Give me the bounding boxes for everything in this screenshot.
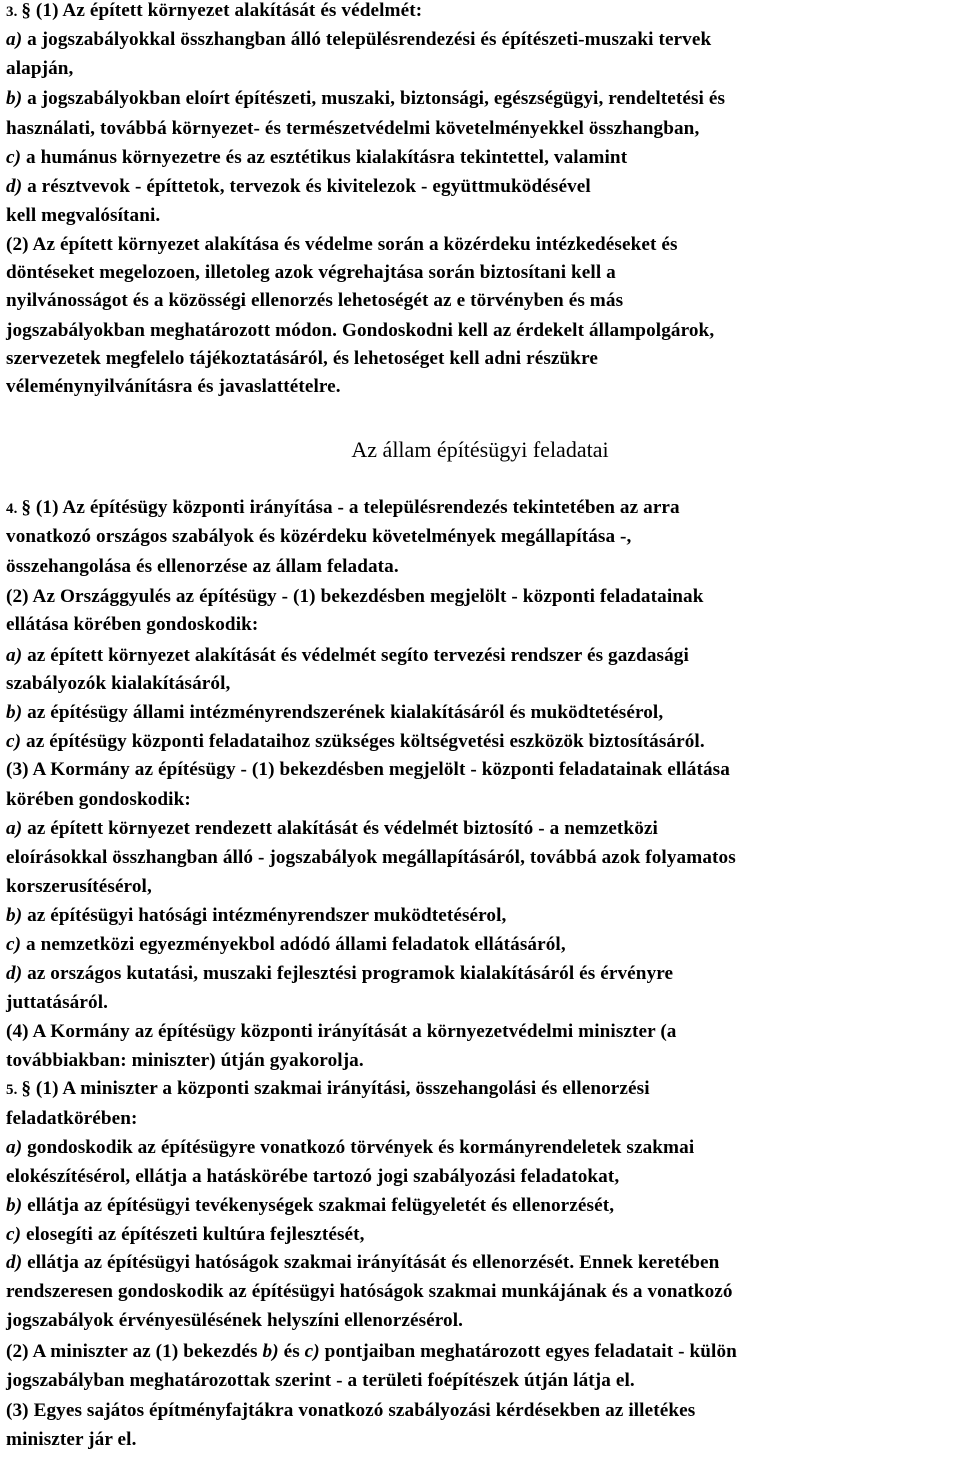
line-text: összehangolása és ellenorzése az állam feladata. <box>6 556 399 577</box>
text-line <box>6 818 658 840</box>
line-text: elosegíti az építészeti kultúra fejlesztését, <box>21 1224 365 1245</box>
line-text: § (1) A miniszter a központi szakmai irányítási, összehangolási és ellenorzési <box>21 1078 650 1099</box>
text-line <box>6 673 230 695</box>
text-line <box>6 88 725 110</box>
text-line <box>6 1078 650 1101</box>
text-line <box>6 234 678 256</box>
text-line <box>6 1252 719 1274</box>
line-text: pontjaiban meghatározott egyes feladatait - külön <box>319 1341 737 1362</box>
line-text: § (1) Az épített környezet alakítását és védelmét: <box>21 0 423 21</box>
text-line <box>6 556 399 578</box>
line-text: miniszter jár el. <box>6 1429 137 1450</box>
line-text: jogszabályok érvényesülésének helyszíni ellenorzésérol. <box>6 1310 464 1331</box>
text-line <box>6 147 627 169</box>
text-line <box>6 759 730 781</box>
text-line <box>6 348 598 370</box>
paragraph-number: 4. <box>6 501 22 517</box>
line-text: használati, továbbá környezet- és természetvédelmi követelményekkel összhangban, <box>6 118 700 139</box>
line-text: a jogszabályokkal összhangban álló településrendezési és építészeti-muszaki tervek <box>22 29 712 50</box>
point-marker: c) <box>304 1341 320 1362</box>
text-line <box>6 1429 136 1451</box>
line-text: elokészítésérol, ellátja a hatáskörébe tartozó jogi szabályozási feladatokat, <box>6 1166 620 1187</box>
text-line <box>6 1400 695 1422</box>
text-line <box>6 963 673 985</box>
point-marker: a) <box>6 29 23 50</box>
point-marker: b) <box>6 88 23 109</box>
point-marker: a) <box>6 1137 23 1158</box>
text-line <box>6 290 623 312</box>
line-text: (4) A Kormány az építésügy központi irányítását a környezetvédelmi miniszter (a <box>6 1021 677 1042</box>
text-line <box>6 526 631 548</box>
line-text: (3) A Kormány az építésügy - (1) bekezdésben megjelölt - központi feladatainak ellátása <box>6 759 730 780</box>
line-text: a nemzetközi egyezményekbol adódó állami feladatok ellátásáról, <box>21 934 566 955</box>
point-marker: b) <box>6 702 23 723</box>
text-line <box>6 847 736 869</box>
text-line <box>6 702 663 724</box>
line-text: vonatkozó országos szabályok és közérdeku követelmények megállapítása -, <box>6 526 632 547</box>
text-line <box>6 262 616 284</box>
section-heading: Az állam építésügyi feladatai <box>351 437 609 462</box>
line-text: az építésügy központi feladataihoz szükséges költségvetési eszközök biztosításáról. <box>21 731 705 752</box>
text-line <box>6 731 705 753</box>
text-line <box>6 614 258 636</box>
text-line <box>6 1370 635 1392</box>
line-text: ellátja az építésügyi hatóságok szakmai irányítását és ellenorzését. Ennek keretében <box>22 1252 720 1273</box>
text-line <box>6 1137 694 1159</box>
text-line <box>6 1224 365 1246</box>
paragraph-number: 5. <box>6 1082 22 1098</box>
line-text: gondoskodik az építésügyre vonatkozó törvények és kormányrendeletek szakmai <box>22 1137 695 1158</box>
point-marker: b) <box>262 1341 279 1362</box>
text-line <box>6 1310 463 1332</box>
line-text: § (1) Az építésügy központi irányítása - a településrendezés tekintetében az arra <box>21 497 680 518</box>
point-marker: c) <box>6 731 22 752</box>
text-line <box>6 645 689 667</box>
line-text: (3) Egyes sajátos építményfajtákra vonatkozó szabályozási kérdésekben az illetékes <box>6 1400 696 1421</box>
line-text: eloírásokkal összhangban álló - jogszabályok megállapításáról, továbbá azok folyamatos <box>6 847 736 868</box>
line-text: döntéseket megelozoen, illetoleg azok végrehajtása során biztosítani kell a <box>6 262 616 283</box>
line-text: korszerusítésérol, <box>6 876 152 897</box>
line-text: (2) Az épített környezet alakítása és védelme során a közérdeku intézkedéseket és <box>6 234 678 255</box>
line-text: jogszabályokban meghatározott módon. Gondoskodni kell az érdekelt állampolgárok, <box>6 320 715 341</box>
line-text: juttatásáról. <box>6 992 109 1013</box>
line-text: ellátása körében gondoskodik: <box>6 614 259 635</box>
line-text: az építésügyi hatósági intézményrendszer muködtetésérol, <box>22 905 507 926</box>
line-text: az épített környezet rendezett alakítását és védelmét biztosító - a nemzetközi <box>22 818 658 839</box>
line-text: jogszabályban meghatározottak szerint - a területi foépítészek útján látja el. <box>6 1370 635 1391</box>
text-line <box>6 1166 619 1188</box>
text-line <box>6 1021 677 1043</box>
point-marker: c) <box>6 934 22 955</box>
text-line <box>6 1108 138 1130</box>
text-line <box>6 1341 737 1363</box>
text-line <box>6 992 108 1014</box>
line-text: (2) Az Országgyulés az építésügy - (1) bekezdésben megjelölt - központi feladatainak <box>6 586 704 607</box>
line-text: az építésügy állami intézményrendszerének kialakításáról és muködtetésérol, <box>22 702 664 723</box>
line-text: kell megvalósítani. <box>6 205 161 226</box>
line-text: véleménynyilvánításra és javaslattételre. <box>6 376 341 397</box>
line-text: ellátja az építésügyi tevékenységek szakmai felügyeletét és ellenorzését, <box>22 1195 615 1216</box>
text-line <box>6 1281 733 1303</box>
text-line <box>6 58 73 80</box>
line-text: az országos kutatási, muszaki fejlesztési programok kialakításáról és érvényre <box>22 963 674 984</box>
line-text: szervezetek megfelelo tájékoztatásáról, és lehetoséget kell adni részükre <box>6 348 598 369</box>
line-text: szabályozók kialakításáról, <box>6 673 231 694</box>
line-text: az épített környezet alakítását és védelmét segíto tervezési rendszer és gazdasági <box>22 645 689 666</box>
line-text: a humánus környezetre és az esztétikus kialakításra tekintettel, valamint <box>21 147 628 168</box>
text-line <box>6 497 680 520</box>
text-line <box>6 586 703 608</box>
line-text: rendszeresen gondoskodik az építésügyi hatóságok szakmai munkájának és a vonatkozó <box>6 1281 733 1302</box>
point-marker: a) <box>6 645 23 666</box>
text-line <box>6 205 160 227</box>
text-line <box>6 789 191 811</box>
point-marker: c) <box>6 1224 22 1245</box>
paragraph-number: 3. <box>6 4 22 20</box>
text-line <box>6 176 591 198</box>
text-line <box>6 1195 614 1217</box>
line-text: feladatkörében: <box>6 1108 138 1129</box>
line-text: körében gondoskodik: <box>6 789 191 810</box>
point-marker: d) <box>6 176 23 197</box>
text-line <box>6 320 714 342</box>
text-line <box>6 1050 364 1072</box>
point-marker: c) <box>6 147 22 168</box>
text-line <box>6 376 341 398</box>
point-marker: d) <box>6 963 23 984</box>
point-marker: b) <box>6 1195 23 1216</box>
text-line <box>6 0 422 23</box>
line-text: továbbiakban: miniszter) útján gyakorolja. <box>6 1050 364 1071</box>
line-text: (2) A miniszter az (1) bekezdés <box>6 1341 263 1362</box>
line-text: alapján, <box>6 58 74 79</box>
line-text: a jogszabályokban eloírt építészeti, muszaki, biztonsági, egészségügyi, rendeltetési és <box>22 88 726 109</box>
text-line <box>6 934 566 956</box>
point-marker: a) <box>6 818 23 839</box>
point-marker: b) <box>6 905 23 926</box>
text-line <box>6 905 506 927</box>
point-marker: d) <box>6 1252 23 1273</box>
line-text: nyilvánosságot és a közösségi ellenorzés lehetoségét az e törvényben és más <box>6 290 624 311</box>
text-line <box>6 29 711 51</box>
line-text: és <box>278 1341 305 1362</box>
text-line <box>6 118 699 140</box>
line-text: a résztvevok - építtetok, tervezok és kivitelezok - együttmuködésével <box>22 176 591 197</box>
text-line <box>6 876 152 898</box>
